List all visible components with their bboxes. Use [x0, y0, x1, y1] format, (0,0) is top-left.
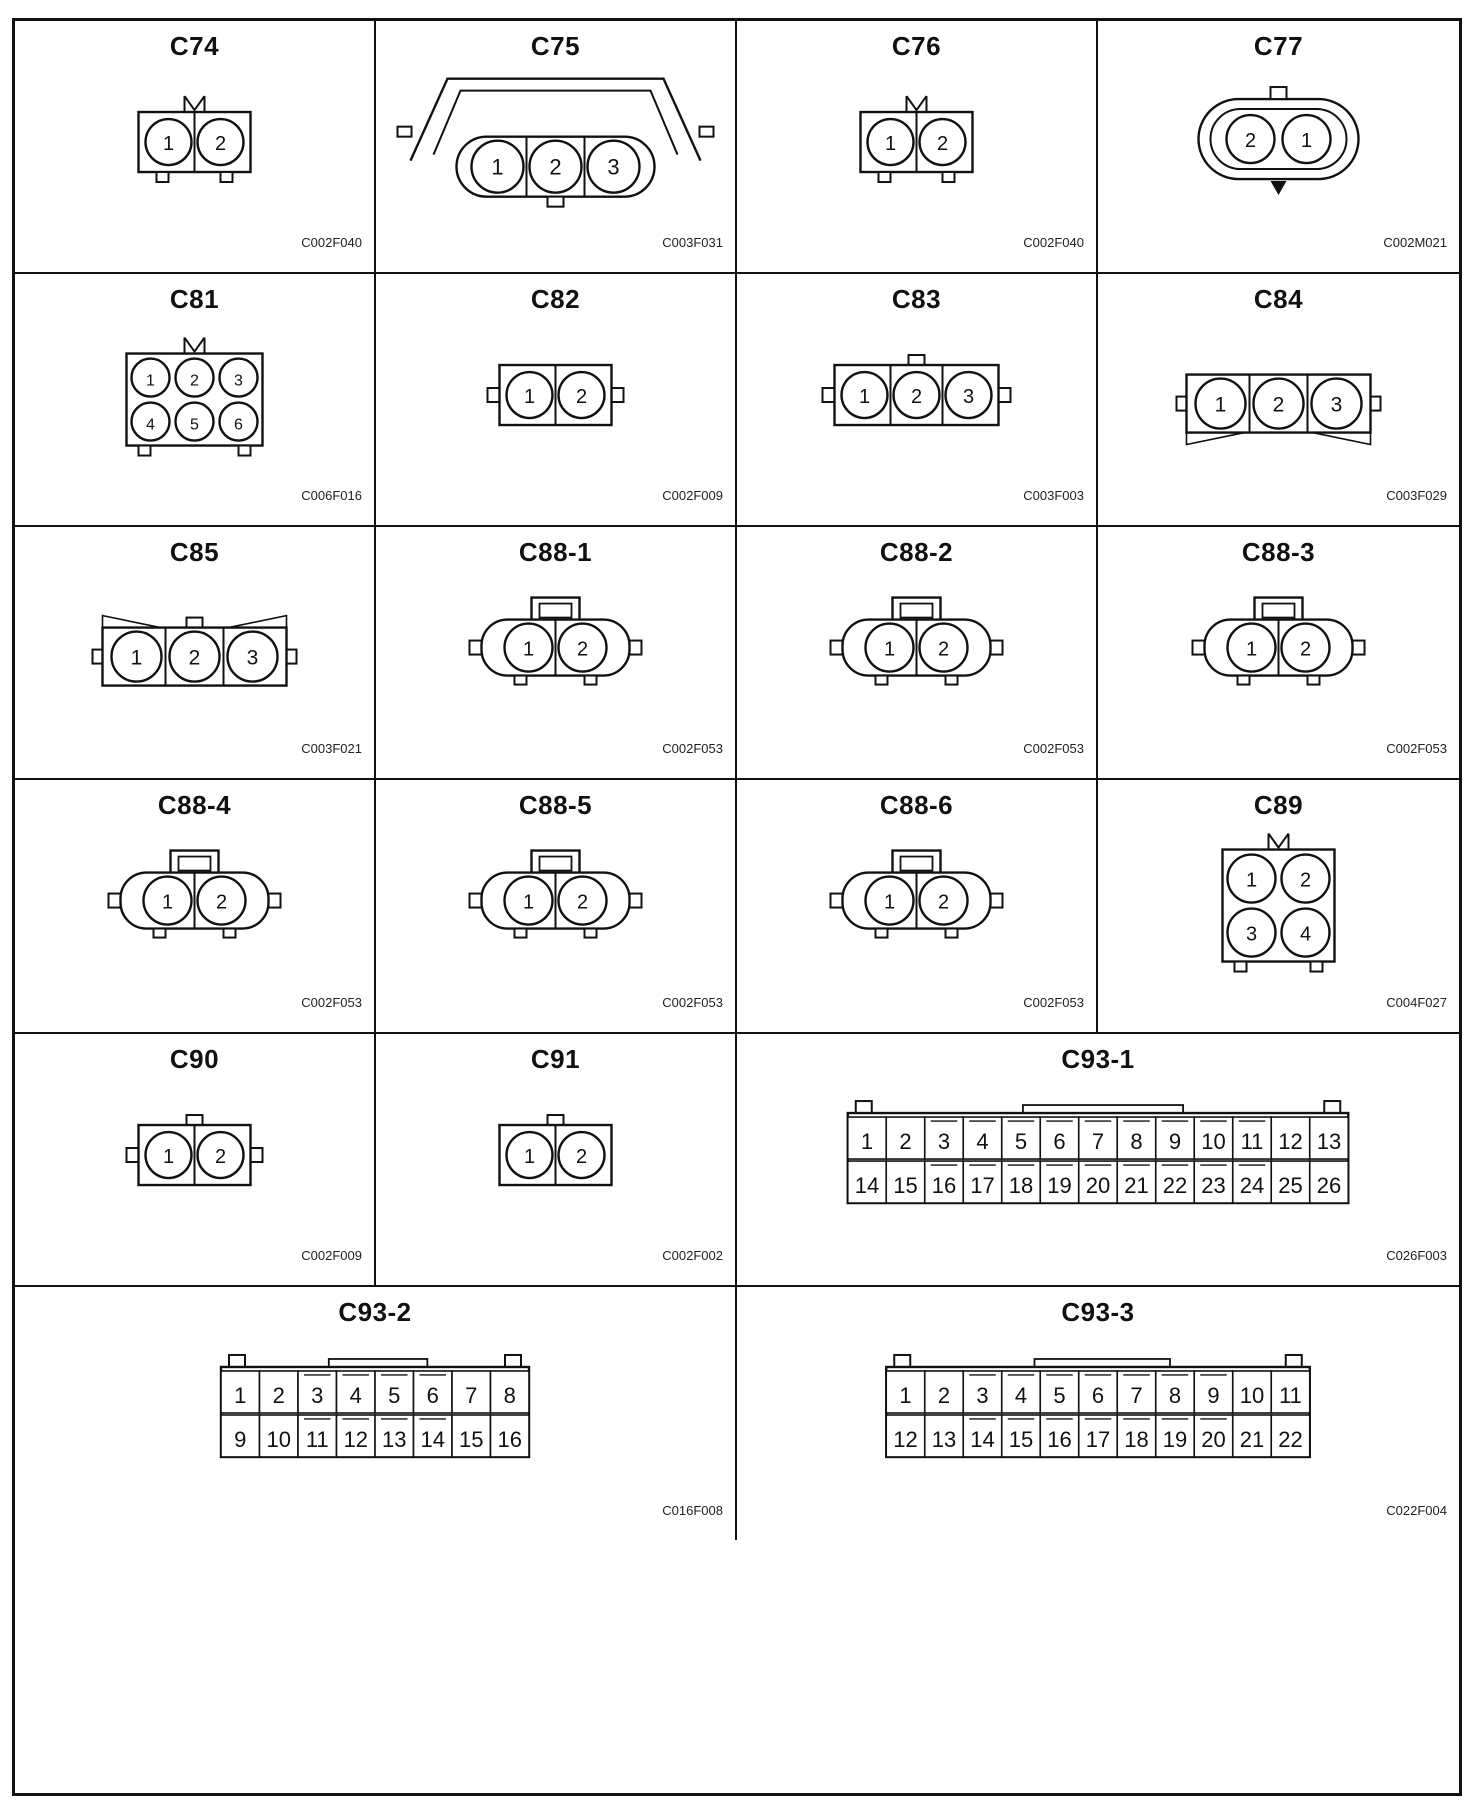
pin-number: 1 — [883, 638, 896, 661]
pin-number: 23 — [1201, 1172, 1226, 1198]
cell-c75 — [376, 21, 737, 274]
lock-tab — [154, 929, 166, 938]
lock-tab — [515, 676, 527, 685]
lock-tab — [127, 1148, 139, 1162]
housing-outline — [1199, 99, 1359, 179]
figure-code: C004F027 — [1386, 994, 1447, 1010]
connector-title: C91 — [530, 1043, 581, 1074]
figure-code: C016F008 — [662, 1502, 723, 1518]
key-marker — [1271, 181, 1287, 195]
lock-tab — [831, 894, 843, 908]
pin-number: 4 — [146, 416, 155, 434]
pin-number: 7 — [465, 1382, 478, 1408]
pin-number: 2 — [190, 372, 199, 390]
cell-c91 — [376, 1034, 737, 1287]
lock-tab — [287, 650, 297, 664]
pin-number: 1 — [883, 891, 896, 914]
pin-number: 6 — [426, 1382, 439, 1408]
pin-number: 8 — [503, 1382, 516, 1408]
pin-number: 16 — [497, 1426, 522, 1452]
connector-title: C88-4 — [157, 790, 232, 821]
pin-number: 22 — [1278, 1426, 1303, 1452]
pin-number: 11 — [1279, 1382, 1302, 1408]
cell-c88-5 — [376, 780, 737, 1033]
pin-number: 20 — [1201, 1426, 1226, 1452]
pin-number: 18 — [1008, 1172, 1034, 1198]
connector-title: C88-2 — [879, 537, 954, 568]
lock-tab — [93, 650, 103, 664]
pin-number: 16 — [931, 1172, 957, 1198]
pin-number: 20 — [1085, 1172, 1111, 1198]
lock-tab — [1177, 397, 1187, 411]
connector-title: C77 — [1253, 31, 1304, 61]
cell-c85 — [15, 527, 376, 780]
connector-title: C74 — [169, 31, 220, 61]
connector-face — [15, 1287, 735, 1540]
pin-number: 2 — [937, 891, 950, 914]
pin-number: 13 — [931, 1426, 957, 1452]
lock-tab — [585, 929, 597, 938]
lock-tab — [879, 172, 891, 182]
pin-number: 1 — [899, 1382, 912, 1408]
cell-c93-1 — [737, 1034, 1459, 1287]
connector-face — [737, 1034, 1459, 1285]
lock-tab — [548, 1115, 564, 1125]
connector-title: C76 — [891, 31, 942, 61]
connector-title: C75 — [530, 31, 581, 61]
pin-number: 17 — [970, 1172, 995, 1198]
pin-number: 2 — [937, 1382, 951, 1408]
connector-title: C85 — [169, 537, 220, 568]
figure-code: C002F053 — [662, 994, 723, 1010]
figure-code: C026F003 — [1386, 1247, 1447, 1263]
pin-number: 1 — [130, 646, 143, 670]
pin-number: 10 — [1201, 1128, 1226, 1154]
pin-number: 2 — [272, 1382, 285, 1408]
pin-number: 3 — [1330, 393, 1343, 417]
pin-number: 1 — [161, 891, 174, 914]
pin-number: 2 — [214, 1145, 227, 1168]
cell-c88-4 — [15, 780, 376, 1033]
lock-tab — [1371, 397, 1381, 411]
connector-title: C88-5 — [518, 790, 593, 821]
lock-tab — [1271, 87, 1287, 99]
cell-c83 — [737, 274, 1098, 527]
connector-title: C88-3 — [1241, 537, 1316, 568]
pin-number: 11 — [1240, 1128, 1264, 1154]
pin-number: 2 — [188, 646, 201, 670]
figure-code: C002F053 — [1023, 994, 1084, 1010]
pin-number: 15 — [893, 1172, 918, 1198]
lock-tab — [856, 1101, 872, 1113]
lock-tab — [470, 894, 482, 908]
figure-code: C002F009 — [662, 488, 723, 504]
housing-wing — [1187, 433, 1245, 445]
lock-tab — [1235, 962, 1247, 972]
connector-grid — [12, 18, 1462, 1796]
pin-number: 5 — [1053, 1382, 1066, 1408]
lock-tab — [999, 388, 1011, 402]
lock-tab — [139, 446, 151, 456]
pin-number: 1 — [234, 1382, 247, 1408]
pin-number: 1 — [491, 154, 504, 180]
pin-number: 1 — [523, 386, 536, 409]
lock-tab — [1193, 641, 1205, 655]
pin-number: 3 — [937, 1128, 951, 1154]
cell-c76 — [737, 21, 1098, 274]
lock-tab — [229, 1355, 245, 1367]
lock-tab — [612, 388, 624, 402]
connector-title: C90 — [169, 1043, 220, 1074]
pin-number: 13 — [382, 1426, 407, 1452]
pin-number: 3 — [311, 1382, 324, 1408]
pin-number: 6 — [1091, 1382, 1105, 1408]
pin-number: 22 — [1162, 1172, 1188, 1198]
figure-code: C003F021 — [301, 741, 362, 757]
lock-tab — [548, 197, 564, 207]
pin-number: 14 — [970, 1426, 995, 1452]
lock-tab — [515, 929, 527, 938]
pin-number: 16 — [1047, 1426, 1072, 1452]
figure-code: C003F031 — [662, 235, 723, 251]
cell-c82 — [376, 274, 737, 527]
connector-title: C81 — [169, 284, 220, 315]
cell-c88-6 — [737, 780, 1098, 1033]
pin-number: 9 — [234, 1426, 247, 1452]
pin-number: 2 — [576, 891, 589, 914]
pin-number: 15 — [459, 1426, 484, 1452]
pin-number: 4 — [349, 1382, 362, 1408]
figure-code: C006F016 — [301, 488, 362, 504]
pin-number: 25 — [1278, 1172, 1303, 1198]
pin-number: 1 — [1214, 393, 1227, 417]
pin-number: 14 — [854, 1172, 880, 1198]
lock-tab — [1238, 676, 1250, 685]
figure-code: C002F053 — [662, 741, 723, 757]
pin-number: 10 — [1239, 1382, 1265, 1408]
pin-number: 9 — [1207, 1382, 1220, 1408]
connector-title: C93-2 — [338, 1296, 412, 1327]
lock-tab — [909, 355, 925, 365]
pin-number: 17 — [1085, 1426, 1111, 1452]
pin-number: 2 — [215, 891, 228, 914]
pin-number: 26 — [1316, 1172, 1342, 1198]
pin-number: 7 — [1091, 1128, 1105, 1154]
connector-title: C88-6 — [879, 790, 954, 821]
lock-tab — [109, 894, 121, 908]
pin-number: 3 — [962, 386, 975, 409]
lock-tab — [187, 618, 203, 628]
pin-number: 3 — [976, 1382, 989, 1408]
figure-code: C002F053 — [1023, 741, 1084, 757]
housing-wing — [1313, 433, 1371, 445]
cell-c93-3 — [737, 1287, 1459, 1540]
figure-code: C002F053 — [301, 994, 362, 1010]
pin-number: 2 — [937, 638, 950, 661]
pin-number: 2 — [899, 1128, 912, 1154]
pin-number: 1 — [1245, 638, 1258, 661]
pin-number: 12 — [893, 1426, 918, 1452]
lock-tab — [943, 172, 955, 182]
cell-c81 — [15, 274, 376, 527]
figure-code: C003F029 — [1386, 488, 1447, 504]
lock-tab — [630, 894, 642, 908]
connector-title: C82 — [530, 284, 581, 315]
lock-tab — [700, 127, 714, 137]
lock-tab — [585, 676, 597, 685]
lock-tab — [398, 127, 412, 137]
latch-mark — [1269, 834, 1289, 848]
pin-number: 2 — [214, 133, 227, 156]
housing-wing — [229, 616, 287, 628]
figure-code: C002F053 — [1386, 741, 1447, 757]
pin-number: 2 — [549, 154, 562, 180]
figure-code: C002F009 — [301, 1247, 362, 1263]
pin-number: 2 — [1272, 393, 1285, 417]
pin-number: 1 — [162, 1145, 175, 1168]
connector-face — [737, 1287, 1459, 1540]
lock-tab — [1353, 641, 1365, 655]
pin-number: 6 — [1053, 1128, 1066, 1154]
lock-tab — [946, 929, 958, 938]
pin-number: 21 — [1124, 1172, 1149, 1198]
cell-c84 — [1098, 274, 1459, 527]
latch-mark — [185, 96, 205, 110]
pin-number: 2 — [936, 133, 949, 156]
lock-tab — [269, 894, 281, 908]
pin-number: 19 — [1047, 1172, 1072, 1198]
connector-title: C89 — [1253, 790, 1304, 821]
pin-number: 2 — [1299, 638, 1312, 661]
pin-number: 3 — [607, 154, 620, 180]
pin-number: 2 — [1299, 869, 1312, 892]
pin-number: 7 — [1130, 1382, 1143, 1408]
pin-number: 4 — [1299, 923, 1312, 946]
latch-mark — [907, 96, 927, 110]
pin-number: 12 — [343, 1426, 368, 1452]
pin-number: 4 — [976, 1128, 989, 1154]
figure-code: C002F002 — [662, 1247, 723, 1263]
pin-number: 10 — [266, 1426, 291, 1452]
pin-number: 3 — [1245, 923, 1258, 946]
lock-tab — [831, 641, 843, 655]
lock-tab — [505, 1355, 521, 1367]
lock-tab — [1311, 962, 1323, 972]
cell-c90 — [15, 1034, 376, 1287]
lock-tab — [224, 929, 236, 938]
pin-number: 2 — [575, 1145, 588, 1168]
pin-number: 15 — [1008, 1426, 1034, 1452]
pin-number: 1 — [162, 133, 175, 156]
lock-tab — [488, 388, 500, 402]
pin-number: 1 — [860, 1128, 874, 1154]
pin-number: 5 — [190, 416, 199, 434]
pin-number: 1 — [522, 638, 535, 661]
lock-tab — [1324, 1101, 1340, 1113]
pin-number: 9 — [1168, 1128, 1182, 1154]
pin-number: 6 — [234, 416, 243, 434]
pin-number: 3 — [234, 372, 243, 390]
lock-tab — [630, 641, 642, 655]
pin-number: 2 — [575, 386, 588, 409]
pin-number: 21 — [1239, 1426, 1265, 1452]
pin-number: 11 — [305, 1426, 329, 1452]
lock-tab — [470, 641, 482, 655]
cell-c88-2 — [737, 527, 1098, 780]
housing-wing — [103, 616, 161, 628]
pin-number: 13 — [1316, 1128, 1342, 1154]
cell-c77 — [1098, 21, 1459, 274]
pin-number: 1 — [523, 1145, 536, 1168]
pin-number: 4 — [1014, 1382, 1028, 1408]
lock-tab — [946, 676, 958, 685]
pin-number: 1 — [146, 372, 155, 390]
pin-number: 2 — [910, 386, 923, 409]
pin-number: 2 — [576, 638, 589, 661]
cell-c88-1 — [376, 527, 737, 780]
cell-c89 — [1098, 780, 1459, 1033]
lock-tab — [991, 894, 1003, 908]
cell-c93-2 — [15, 1287, 737, 1540]
connector-title: C84 — [1253, 284, 1304, 315]
pin-number: 24 — [1239, 1172, 1265, 1198]
pin-number: 2 — [1244, 130, 1257, 153]
latch-mark — [185, 338, 205, 352]
pin-number: 14 — [420, 1426, 445, 1452]
cell-c74 — [15, 21, 376, 274]
lock-tab — [876, 676, 888, 685]
pin-number: 1 — [858, 386, 871, 409]
pin-number: 18 — [1124, 1426, 1149, 1452]
figure-code: C002F040 — [1023, 235, 1084, 251]
pin-number: 8 — [1168, 1382, 1182, 1408]
pin-number: 1 — [522, 891, 535, 914]
connector-title: C93-3 — [1061, 1296, 1135, 1327]
lock-tab — [157, 172, 169, 182]
figure-code: C003F003 — [1023, 488, 1084, 504]
pin-number: 8 — [1130, 1128, 1143, 1154]
connector-title: C88-1 — [518, 537, 593, 568]
lock-tab — [251, 1148, 263, 1162]
pin-number: 19 — [1162, 1426, 1188, 1452]
figure-code: C002M021 — [1383, 235, 1447, 251]
figure-code: C002F040 — [301, 235, 362, 251]
connector-title: C93-1 — [1061, 1043, 1135, 1074]
lock-tab — [1286, 1355, 1302, 1367]
pin-number: 12 — [1278, 1128, 1303, 1154]
pin-number: 5 — [1014, 1128, 1028, 1154]
lock-tab — [221, 172, 233, 182]
lock-tab — [876, 929, 888, 938]
lock-tab — [187, 1115, 203, 1125]
pin-number: 1 — [884, 133, 897, 156]
lock-tab — [239, 446, 251, 456]
pin-number: 5 — [388, 1382, 401, 1408]
pin-number: 1 — [1245, 869, 1258, 892]
connector-title: C83 — [891, 284, 942, 315]
pin-number: 1 — [1300, 130, 1313, 153]
lock-tab — [1308, 676, 1320, 685]
pin-number: 3 — [246, 646, 259, 670]
lock-tab — [991, 641, 1003, 655]
cell-c88-3 — [1098, 527, 1459, 780]
lock-tab — [894, 1355, 910, 1367]
figure-code: C022F004 — [1386, 1502, 1447, 1518]
lock-tab — [823, 388, 835, 402]
